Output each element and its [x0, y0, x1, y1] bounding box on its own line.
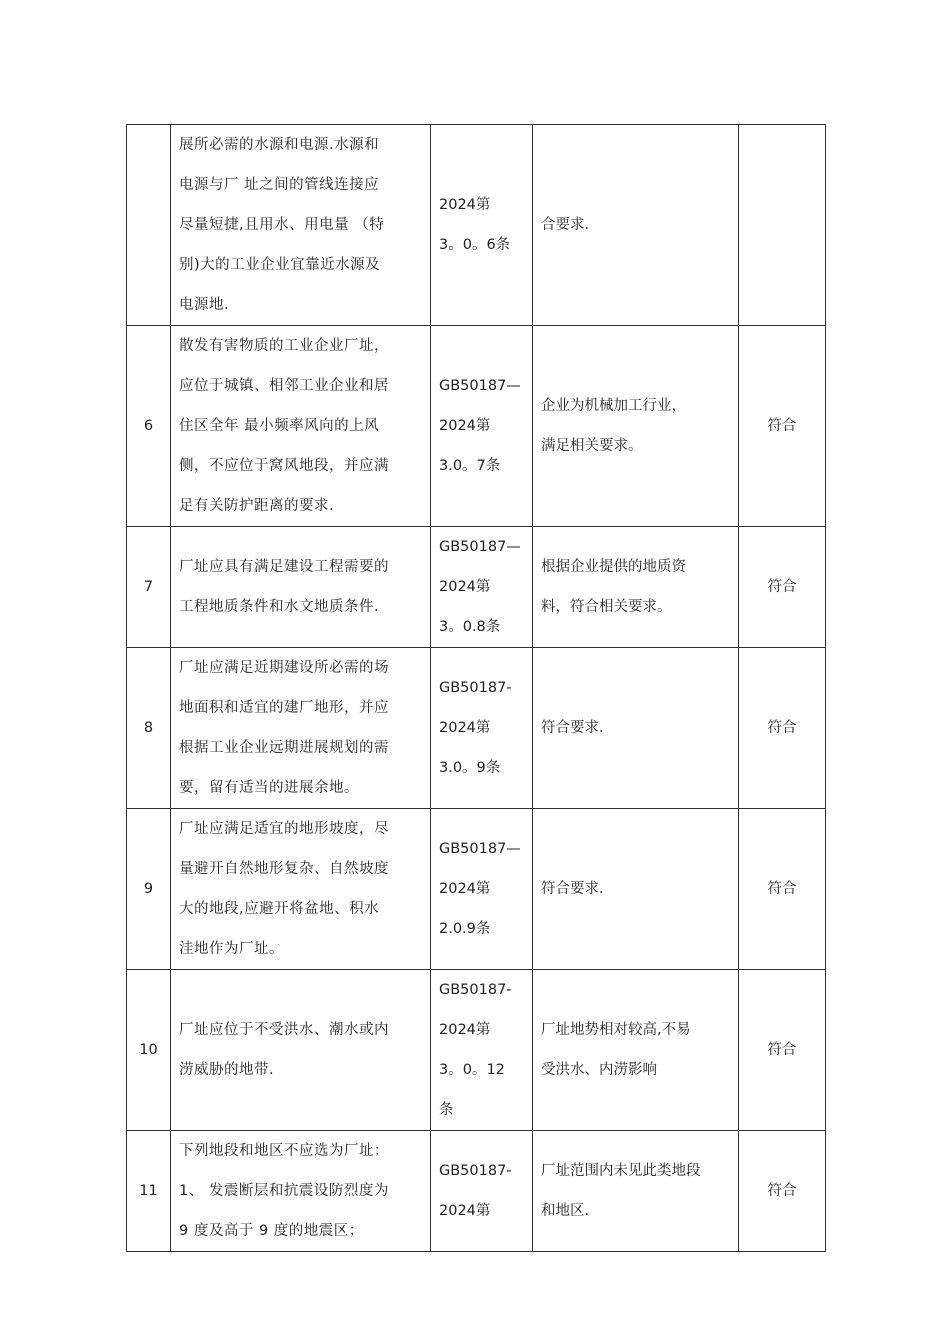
- table-row: [127, 326, 826, 527]
- status-cell: 厂址范围内未见此类地段 和地区.: [533, 1131, 739, 1252]
- table-body: [127, 125, 826, 1252]
- row-number: 10: [127, 970, 171, 1131]
- requirement-cell: 下列地段和地区不应选为厂址： 1、 发震断层和抗震设防烈度为 9 度及高于 9 度的地震区；: [171, 1131, 431, 1252]
- table-row: [127, 970, 826, 1131]
- row-number: 8: [127, 648, 171, 809]
- basis-cell: GB50187— 2024第 3.0。7条: [431, 326, 533, 527]
- basis-cell: GB50187— 2024第 2.0.9条: [431, 809, 533, 970]
- requirement-cell: 展所必需的水源和电源.水源和 电源与厂 址之间的管线连接应 尽量短捷,且用水、用电量 （特 别)大的工业企业宜靠近水源及 电源地.: [171, 125, 431, 326]
- table-row: [127, 125, 826, 326]
- result-cell: 符合: [739, 970, 826, 1131]
- result-cell: 符合: [739, 527, 826, 648]
- basis-cell: 2024第 3。0。6条: [431, 125, 533, 326]
- basis-cell: GB50187- 2024第: [431, 1131, 533, 1252]
- status-cell: 符合要求.: [533, 648, 739, 809]
- row-number: 11: [127, 1131, 171, 1252]
- requirement-cell: 厂址应满足适宜的地形坡度，尽 量避开自然地形复杂、自然坡度 大的地段,应避开将盆地、积水 洼地作为厂址。: [171, 809, 431, 970]
- status-cell: 根据企业提供的地质资 料，符合相关要求。: [533, 527, 739, 648]
- result-cell: 符合: [739, 809, 826, 970]
- requirement-cell: 厂址应满足近期建设所必需的场 地面积和适宜的建厂地形，并应 根据工业企业远期进展规划的需 要，留有适当的进展余地。: [171, 648, 431, 809]
- row-number: 7: [127, 527, 171, 648]
- row-number: 9: [127, 809, 171, 970]
- row-number: 6: [127, 326, 171, 527]
- status-cell: 企业为机械加工行业， 满足相关要求。: [533, 326, 739, 527]
- table-row: [127, 809, 826, 970]
- compliance-table: [126, 124, 826, 1252]
- table-row: [127, 527, 826, 648]
- basis-cell: GB50187- 2024第 3。0。12 条: [431, 970, 533, 1131]
- result-cell: 符合: [739, 326, 826, 527]
- row-number: [127, 125, 171, 326]
- result-cell: 符合: [739, 648, 826, 809]
- table-row: [127, 648, 826, 809]
- status-cell: 厂址地势相对较高,不易 受洪水、内涝影响: [533, 970, 739, 1131]
- basis-cell: GB50187- 2024第 3.0。9条: [431, 648, 533, 809]
- result-cell: [739, 125, 826, 326]
- table-row: [127, 1131, 826, 1252]
- requirement-cell: 厂址应位于不受洪水、潮水或内 涝威胁的地带.: [171, 970, 431, 1131]
- status-cell: 合要求.: [533, 125, 739, 326]
- requirement-cell: 厂址应具有满足建设工程需要的 工程地质条件和水文地质条件.: [171, 527, 431, 648]
- requirement-cell: 散发有害物质的工业企业厂址， 应位于城镇、相邻工业企业和居 住区全年 最小频率风向的上风 侧，不应位于窝风地段，并应满 足有关防护距离的要求.: [171, 326, 431, 527]
- basis-cell: GB50187— 2024第 3。0.8条: [431, 527, 533, 648]
- status-cell: 符合要求.: [533, 809, 739, 970]
- result-cell: 符合: [739, 1131, 826, 1252]
